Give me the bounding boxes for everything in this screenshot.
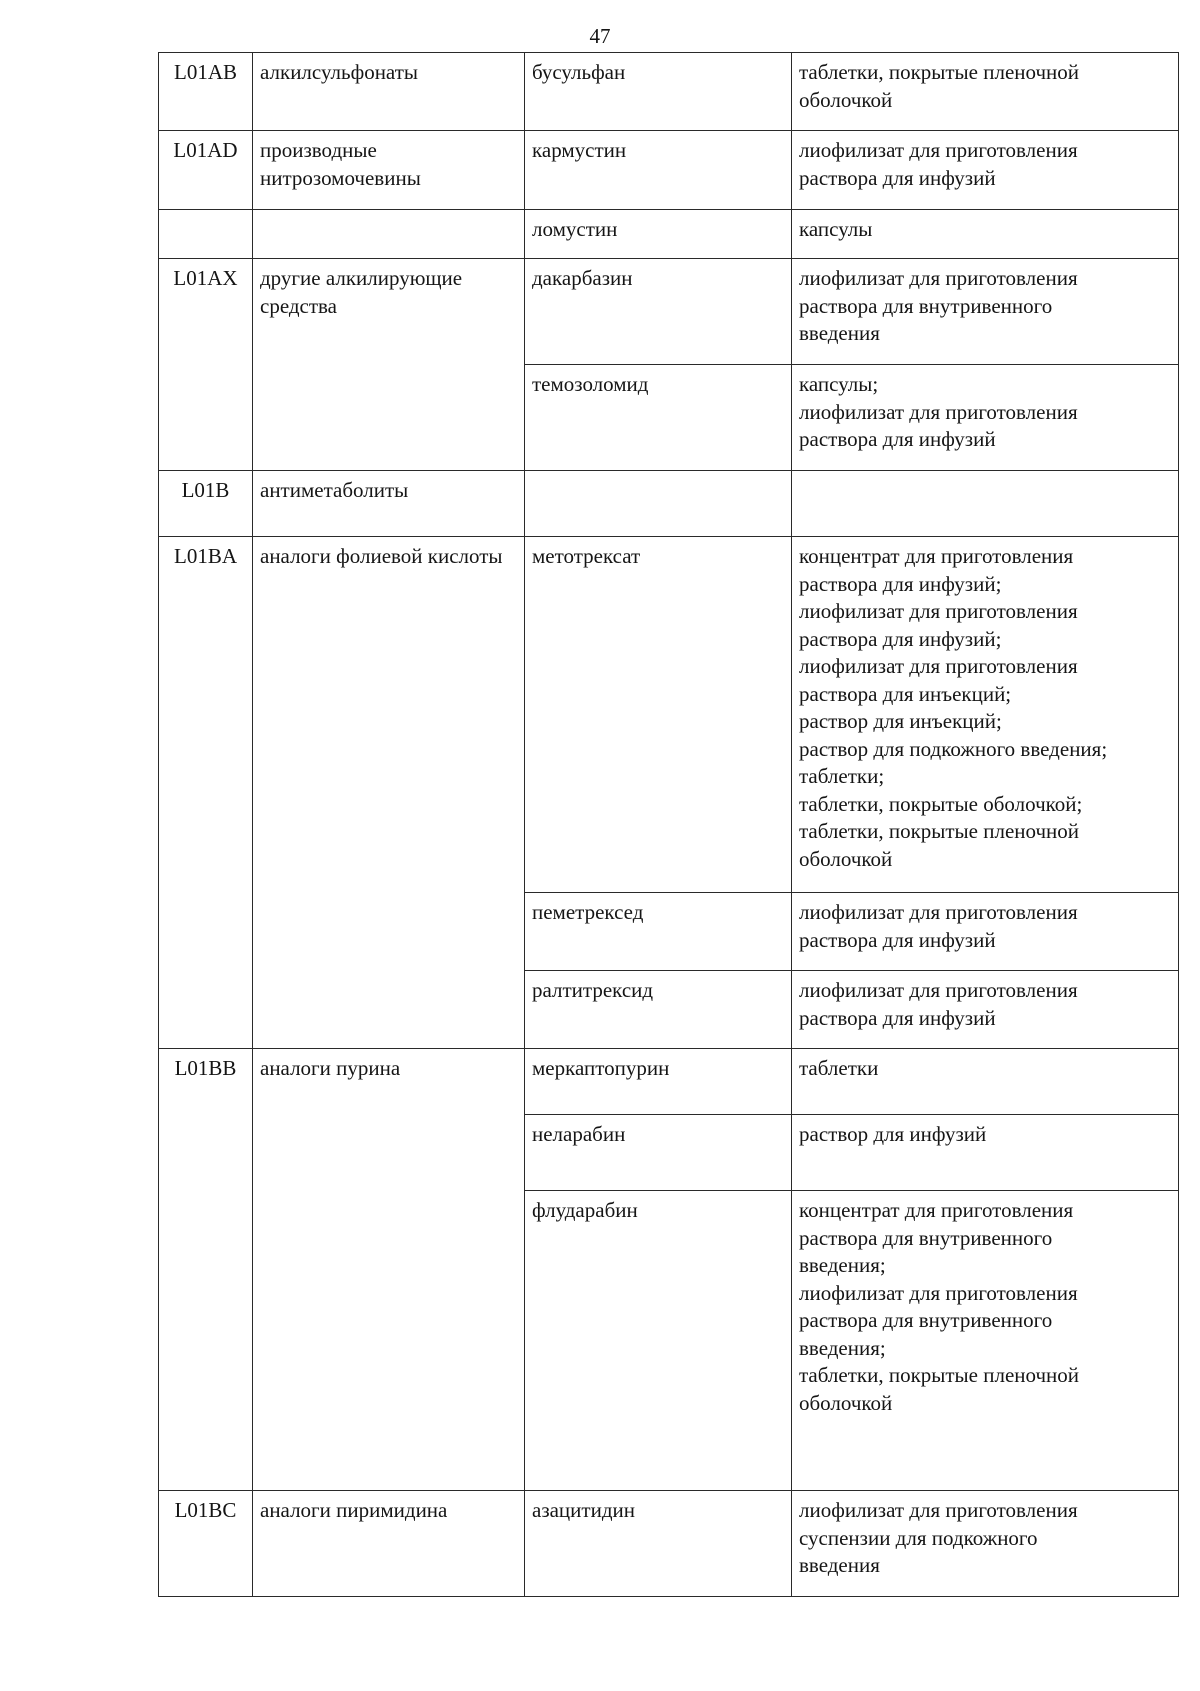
table-row [159, 1049, 1179, 1115]
dosage-form-line: лиофилизат для приготовления [799, 266, 1078, 290]
dosage-forms-cell [792, 1115, 1179, 1191]
atc-group-cell: антиметаболиты [253, 471, 525, 537]
dosage-form-line: раствора для внутривенного [799, 293, 1053, 318]
atc-code-cell [159, 971, 253, 1049]
dosage-form-line: раствора для инфузий; [799, 626, 1002, 651]
dosage-form-line: раствор для подкожного введения; [799, 736, 1108, 761]
atc-group-cell [253, 1115, 525, 1191]
table-row [159, 210, 1179, 259]
dosage-form-line: оболочкой [799, 846, 893, 871]
dosage-form-line: капсулы; [799, 372, 879, 396]
dosage-form-line: раствора для инфузий [799, 927, 996, 952]
atc-code-cell: L01B [159, 471, 253, 537]
atc-group-cell: другие алкилирующие средства [253, 259, 525, 365]
dosage-form-line: раствора для инфузий [799, 165, 996, 190]
atc-group-cell: аналоги фолиевой кислоты [253, 537, 525, 893]
table-row [159, 893, 1179, 971]
table-row [159, 1191, 1179, 1491]
atc-group-cell: аналоги пурина [253, 1049, 525, 1115]
dosage-forms-cell [792, 971, 1179, 1049]
dosage-forms-cell [792, 53, 1179, 131]
dosage-forms-cell [792, 131, 1179, 210]
dosage-form-line: лиофилизат для приготовления [799, 900, 1078, 924]
drug-name-link[interactable]: бусульфан [532, 60, 626, 84]
drug-name-link[interactable]: метотрексат [532, 544, 641, 568]
dosage-form-line: лиофилизат для приготовления [799, 1498, 1078, 1522]
atc-code-cell: L01BC [159, 1491, 253, 1597]
dosage-form-line: лиофилизат для приготовления [799, 138, 1078, 162]
atc-code-cell: L01BA [159, 537, 253, 893]
table-row [159, 365, 1179, 471]
drug-name-cell [525, 1191, 792, 1491]
dosage-form-line: таблетки; [799, 764, 885, 788]
drug-name-link[interactable]: темозоломид [532, 372, 649, 396]
atc-code-cell [159, 893, 253, 971]
drug-name-cell [525, 365, 792, 471]
dosage-form-line: раствора для инфузий [799, 427, 996, 451]
drug-name-cell [525, 1049, 792, 1115]
drug-name-link[interactable]: пеметрексед [532, 900, 644, 924]
dosage-forms-cell [792, 259, 1179, 365]
atc-code-cell [159, 1115, 253, 1191]
table-row [159, 259, 1179, 365]
dosage-form-line: раствора для инфузий; [799, 571, 1002, 596]
dosage-form-line: лиофилизат для приготовления [799, 978, 1078, 1002]
dosage-form-line: концентрат для приготовления [799, 1198, 1074, 1222]
atc-group-cell [253, 365, 525, 471]
drug-name-cell [525, 1115, 792, 1191]
drug-name-link[interactable]: кармустин [532, 138, 627, 162]
drug-name-link[interactable]: ломустин [532, 217, 618, 241]
dosage-form-line: таблетки, покрытые оболочкой; [799, 791, 1083, 816]
drug-name-cell [525, 259, 792, 365]
dosage-forms-cell [792, 893, 1179, 971]
dosage-form-line: введения; [799, 1335, 886, 1360]
dosage-form-line: концентрат для приготовления [799, 544, 1074, 568]
drug-name-cell [525, 471, 792, 537]
atc-group-cell: алкилсульфонаты [253, 53, 525, 131]
dosage-form-line: таблетки, покрытые пленочной [799, 1363, 1080, 1387]
dosage-form-line: таблетки, покрытые пленочной [799, 819, 1080, 843]
drug-name-link[interactable]: азацитидин [532, 1498, 635, 1522]
dosage-form-line: оболочкой [799, 87, 893, 112]
atc-code-cell [159, 210, 253, 259]
dosage-form-line: раствора для внутривенного [799, 1308, 1053, 1332]
dosage-forms-cell [792, 210, 1179, 259]
drug-name-cell [525, 1491, 792, 1597]
dosage-form-line: раствора для внутривенного [799, 1225, 1053, 1250]
table-row [159, 471, 1179, 537]
dosage-form-line: капсулы [799, 217, 873, 241]
dosage-form-line: введения; [799, 1253, 886, 1277]
atc-code-cell: L01AB [159, 53, 253, 131]
table-row [159, 1115, 1179, 1191]
atc-group-cell: производные нитрозомочевины [253, 131, 525, 210]
dosage-form-line: раствор для инфузий [799, 1122, 987, 1146]
atc-group-cell [253, 210, 525, 259]
atc-code-cell [159, 365, 253, 471]
dosage-form-line: суспензии для подкожного [799, 1525, 1038, 1550]
table-row [159, 131, 1179, 210]
atc-code-cell [159, 1191, 253, 1491]
drug-name-link[interactable]: ралтитрексид [532, 978, 654, 1002]
dosage-forms-cell [792, 1491, 1179, 1597]
atc-group-cell [253, 1191, 525, 1491]
page-number: 47 [589, 24, 611, 48]
drug-name-cell [525, 131, 792, 210]
dosage-form-line: лиофилизат для приготовления [799, 599, 1078, 623]
drug-table [158, 52, 1179, 1597]
drug-name-link[interactable]: дакарбазин [532, 266, 633, 290]
dosage-form-line: введения [799, 321, 880, 345]
atc-code-cell: L01AD [159, 131, 253, 210]
dosage-form-line: раствора для инфузий [799, 1005, 996, 1030]
drug-name-cell [525, 210, 792, 259]
dosage-form-line: таблетки, покрытые пленочной [799, 60, 1080, 84]
dosage-forms-cell [792, 1191, 1179, 1491]
table-body [159, 53, 1179, 1597]
dosage-form-line: раствор для инъекций; [799, 709, 1002, 733]
atc-code-cell: L01BB [159, 1049, 253, 1115]
dosage-form-line: таблетки [799, 1056, 879, 1080]
drug-name-cell [525, 971, 792, 1049]
dosage-form-line: лиофилизат для приготовления [799, 1280, 1078, 1305]
drug-name-cell [525, 53, 792, 131]
atc-group-cell [253, 893, 525, 971]
drug-name-cell [525, 537, 792, 893]
drug-name-link[interactable]: меркаптопурин [532, 1056, 670, 1080]
table-row [159, 537, 1179, 893]
dosage-forms-cell [792, 537, 1179, 893]
atc-group-cell [253, 971, 525, 1049]
atc-group-cell: аналоги пиримидина [253, 1491, 525, 1597]
drug-name-cell [525, 893, 792, 971]
table-row [159, 53, 1179, 131]
dosage-form-line: раствора для инъекций; [799, 681, 1012, 706]
dosage-forms-cell [792, 365, 1179, 471]
atc-code-cell: L01AX [159, 259, 253, 365]
table-row [159, 1491, 1179, 1597]
dosage-forms-cell [792, 471, 1179, 537]
dosage-form-line: оболочкой [799, 1390, 893, 1415]
drug-name-link[interactable]: неларабин [532, 1122, 626, 1146]
dosage-form-line: введения [799, 1553, 880, 1577]
dosage-form-line: лиофилизат для приготовления [799, 399, 1078, 424]
drug-name-link[interactable]: флударабин [532, 1198, 638, 1222]
table-row [159, 971, 1179, 1049]
dosage-forms-cell [792, 1049, 1179, 1115]
dosage-form-line: лиофилизат для приготовления [799, 654, 1078, 678]
